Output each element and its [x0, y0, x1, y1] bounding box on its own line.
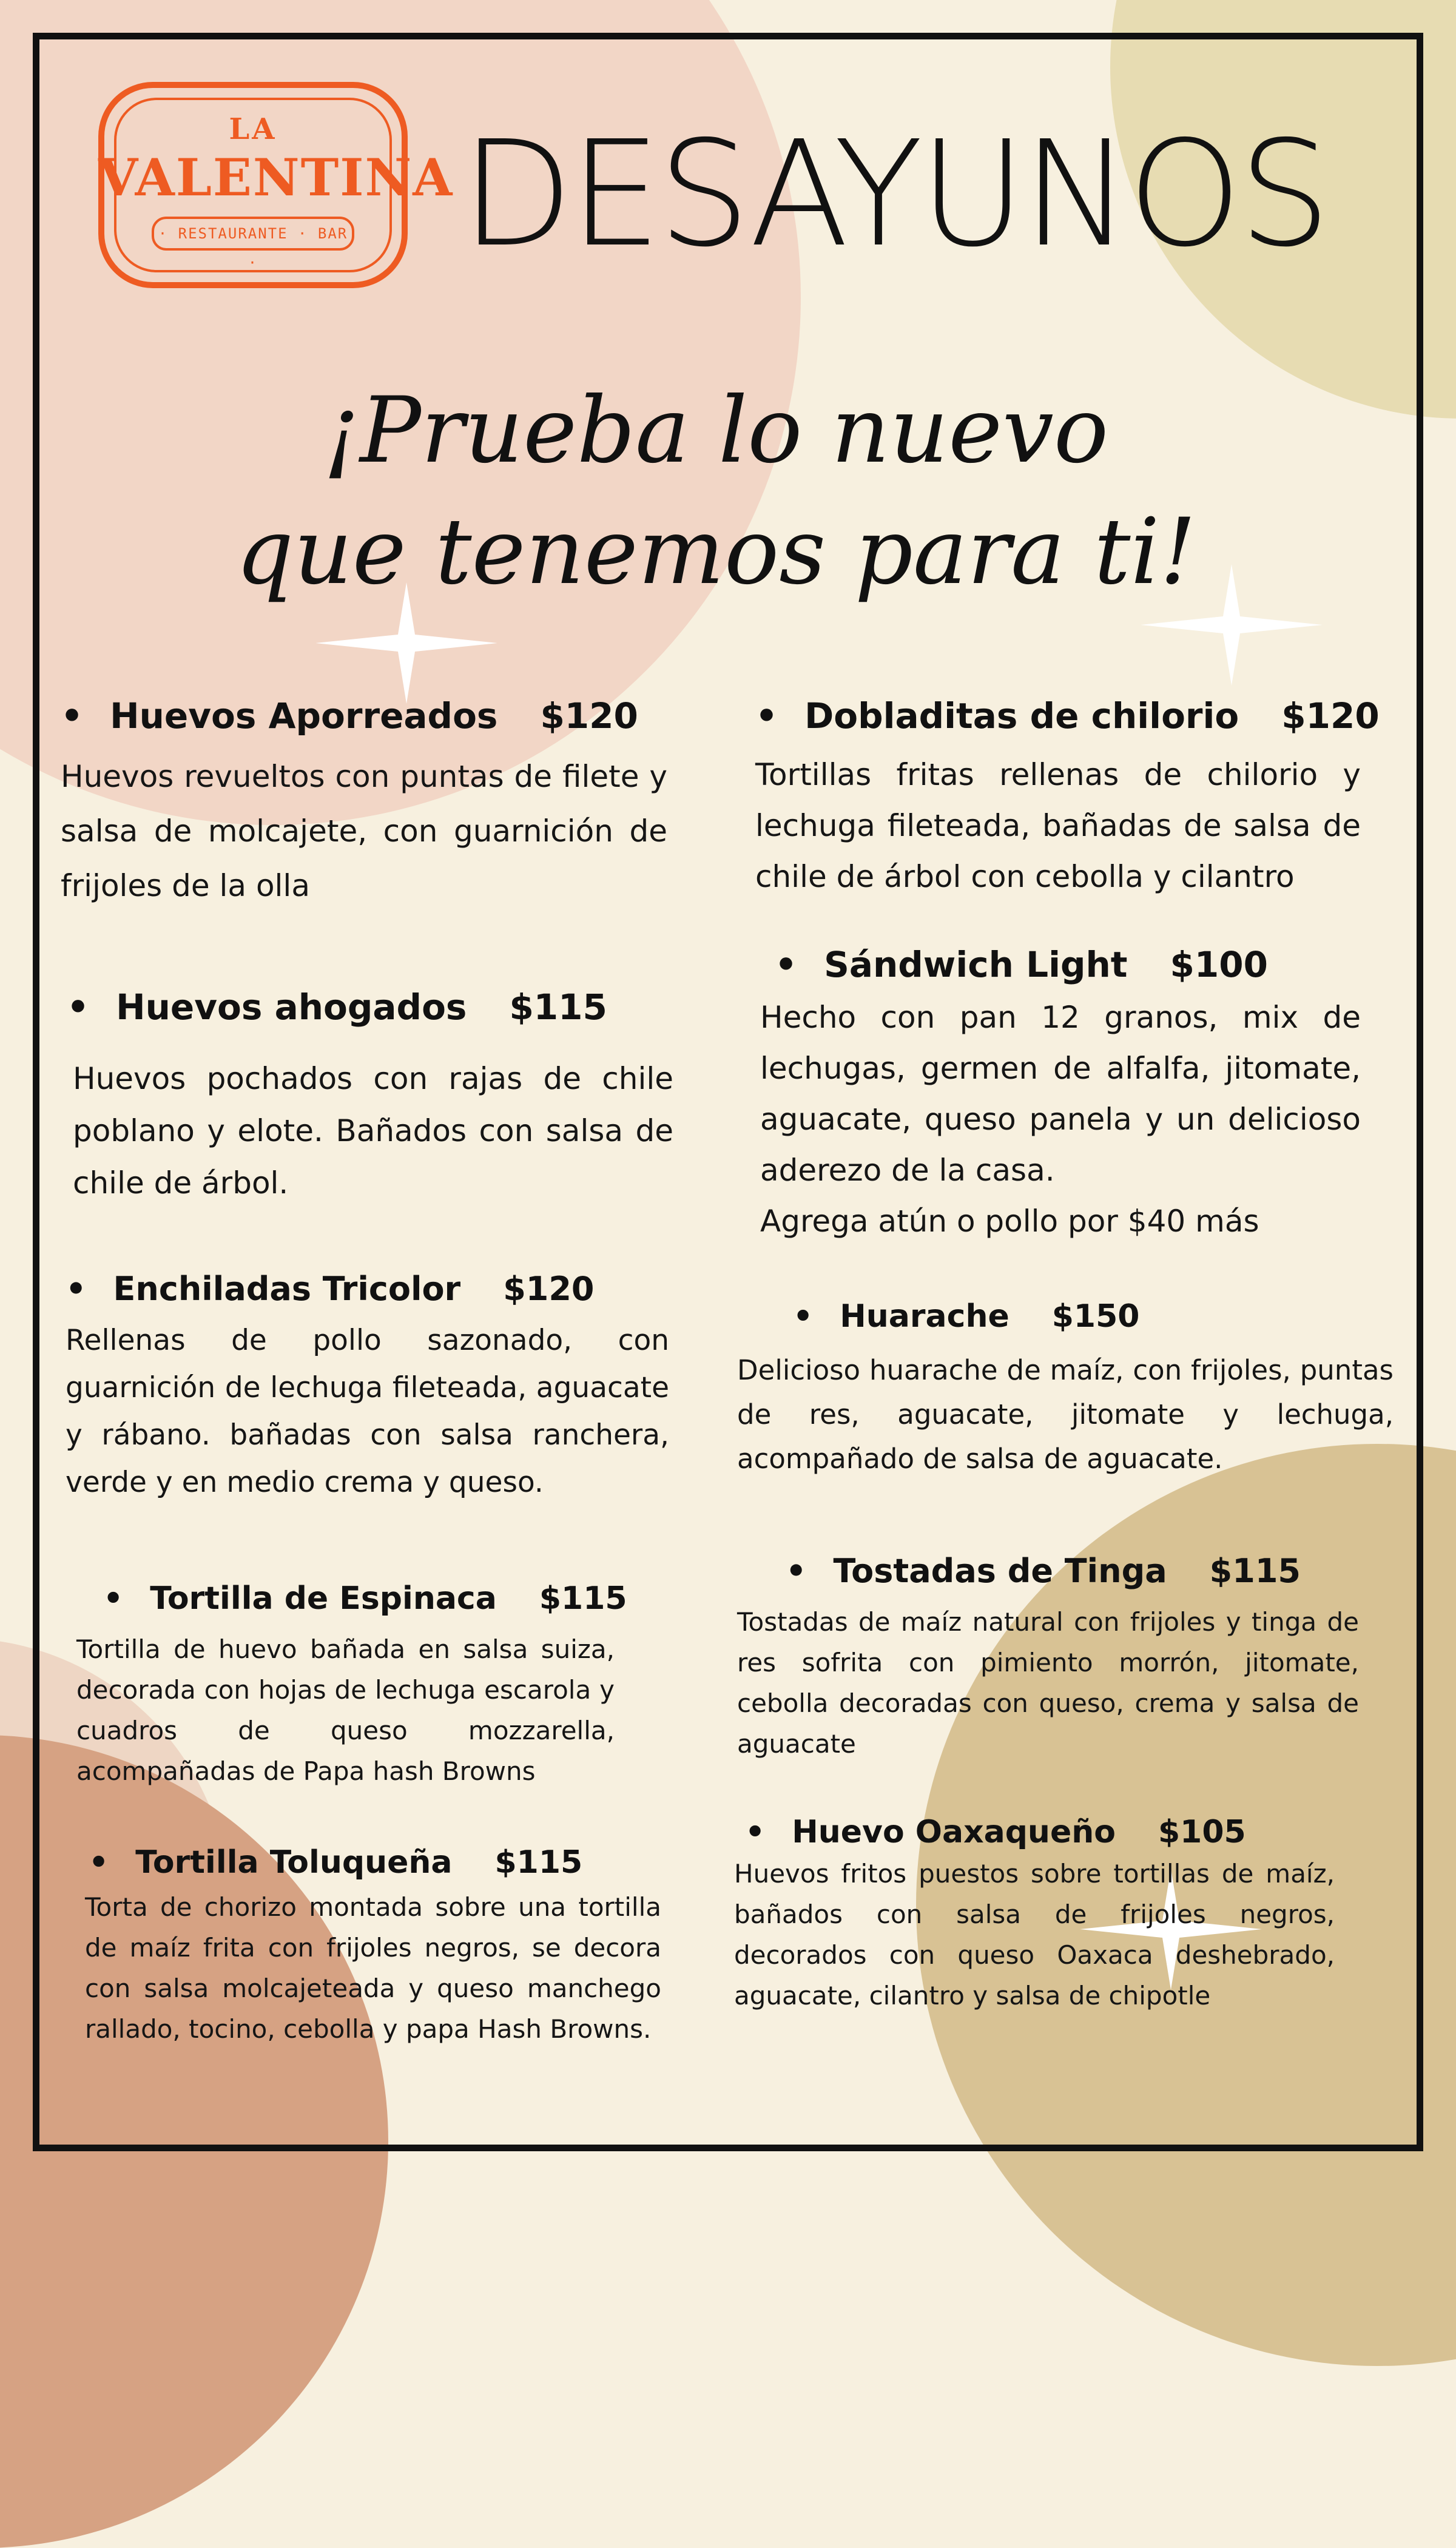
- menu-item-description-text: Torta de chorizo montada sobre una tortilla de maíz frita con frijoles negros, se decora con salsa molcajeteada y queso manchego rallado, tocino, cebolla y papa Hash Browns.: [85, 1892, 661, 2044]
- menu-item-description: [734, 1853, 1335, 2016]
- menu-item-header: [85, 1838, 661, 1887]
- slogan: [182, 370, 1250, 613]
- menu-item-description: [737, 1602, 1359, 1764]
- page-title: DESAYUNOS: [461, 109, 1327, 279]
- bullet-icon: •: [786, 1552, 807, 1590]
- bullet-icon: •: [755, 695, 778, 736]
- menu-item-description: [755, 749, 1361, 902]
- slogan-line-2: que tenemos para ti!: [235, 499, 1196, 605]
- menu-item-price: $150: [1051, 1298, 1140, 1335]
- menu-item-name: Huevos Aporreados: [110, 695, 498, 736]
- menu-item-description-note: Agrega atún o pollo por $40 más: [760, 1204, 1259, 1239]
- menu-item-description-text: Huevos pochados con rajas de chile poblano y elote. Bañados con salsa de chile de árbol.: [73, 1061, 673, 1201]
- logo-tagline: · RESTAURANTE · BAR ·: [152, 217, 354, 251]
- menu-item-name: Sándwich Light: [824, 944, 1128, 985]
- menu-item-description: [85, 1887, 661, 2049]
- logo-line1: LA: [229, 112, 277, 146]
- logo-name: VALENTINA: [98, 147, 454, 207]
- bullet-icon: •: [61, 695, 84, 736]
- menu-item-price: $120: [503, 1270, 595, 1308]
- menu-item-name: Enchiladas Tricolor: [113, 1270, 461, 1308]
- menu-item-price: $115: [509, 986, 607, 1028]
- menu-item-header: [734, 1811, 1335, 1853]
- menu-item-description: [760, 992, 1361, 1247]
- menu-item-price: $115: [1209, 1552, 1301, 1590]
- menu-item-price: $105: [1158, 1814, 1246, 1850]
- menu-item-name: Huevos ahogados: [116, 986, 467, 1028]
- menu-item-description-text: Delicioso huarache de maíz, con frijoles, puntas de res, aguacate, jitomate y lechuga, acompañado de salsa de aguacate.: [737, 1354, 1394, 1475]
- menu-item: [734, 1811, 1335, 2016]
- menu-item-description-text: Huevos fritos puestos sobre tortillas de maíz, bañados con salsa de frijoles negros, decorados con queso Oaxaca deshebrado, aguacate, cilantro y salsa de chipotle: [734, 1859, 1335, 2010]
- menu-item-header: [76, 1574, 627, 1623]
- menu-item-header: [755, 689, 1380, 743]
- menu-item: [76, 1574, 627, 1791]
- menu-item-price: $115: [494, 1844, 583, 1881]
- slogan-line-1: ¡Prueba lo nuevo: [323, 378, 1109, 484]
- menu-item-description-text: Huevos revueltos con puntas de filete y salsa de molcajete, con guarnición de frijoles de la olla: [61, 759, 667, 903]
- menu-item-description-text: Hecho con pan 12 granos, mix de lechugas, germen de alfalfa, jitomate, aguacate, queso panela y un delicioso aderezo de la casa.: [760, 1000, 1361, 1188]
- bullet-icon: •: [89, 1844, 109, 1881]
- menu-item-name: Dobladitas de chilorio: [804, 695, 1239, 736]
- bullet-icon: •: [745, 1814, 766, 1850]
- menu-item: [67, 980, 673, 1209]
- menu-item-description: [76, 1629, 615, 1791]
- bullet-icon: •: [775, 944, 798, 985]
- menu-item-price: $115: [539, 1580, 627, 1617]
- restaurant-logo: [98, 82, 454, 288]
- menu-item-description: [66, 1317, 669, 1506]
- menu-item-name: Huevo Oaxaqueño: [792, 1814, 1116, 1850]
- menu-item: [61, 689, 667, 913]
- menu-item-description-text: Tortillas fritas rellenas de chilorio y lechuga fileteada, bañadas de salsa de chile de árbol con cebolla y cilantro: [755, 757, 1361, 894]
- menu-item-header: [66, 1265, 669, 1313]
- menu-item: [85, 1838, 661, 2049]
- menu-item-price: $120: [1281, 695, 1380, 736]
- menu-item-header: [737, 1292, 1394, 1341]
- menu-item-name: Huarache: [840, 1298, 1009, 1335]
- menu-item-description: [737, 1348, 1394, 1481]
- menu-item-header: [737, 1547, 1359, 1596]
- bullet-icon: •: [793, 1298, 814, 1335]
- menu-item-name: Tortilla de Espinaca: [150, 1580, 497, 1617]
- menu-item-header: [61, 689, 667, 743]
- menu-item-name: Tortilla Toluqueña: [135, 1844, 453, 1881]
- menu-item: [66, 1265, 669, 1506]
- menu-item: [737, 1547, 1359, 1764]
- menu-item: [755, 689, 1380, 902]
- menu-item-name: Tostadas de Tinga: [833, 1552, 1167, 1590]
- bullet-icon: •: [66, 1270, 87, 1308]
- menu-item-header: [67, 980, 673, 1034]
- menu-item: [737, 1292, 1394, 1481]
- menu-item-description-text: Rellenas de pollo sazonado, con guarnición de lechuga fileteada, aguacate y rábano. bañadas con salsa ranchera, verde y en medio crema y queso.: [66, 1324, 669, 1499]
- bullet-icon: •: [67, 986, 90, 1028]
- menu-item: [760, 937, 1361, 1247]
- menu-item-description-text: Tostadas de maíz natural con frijoles y tinga de res sofrita con pimiento morrón, jitomate, cebolla decoradas con queso, crema y salsa de aguacate: [737, 1607, 1359, 1759]
- bullet-icon: •: [103, 1580, 124, 1617]
- menu-item-description: [61, 749, 667, 913]
- menu-item-price: $100: [1170, 944, 1268, 985]
- menu-item-description: [67, 1053, 673, 1209]
- menu-item-description-text: Tortilla de huevo bañada en salsa suiza, decorada con hojas de lechuga escarola y cuadros de queso mozzarella, acompañadas de Papa hash Browns: [76, 1634, 615, 1786]
- menu-item-price: $120: [540, 695, 638, 736]
- menu-item-header: [760, 937, 1361, 992]
